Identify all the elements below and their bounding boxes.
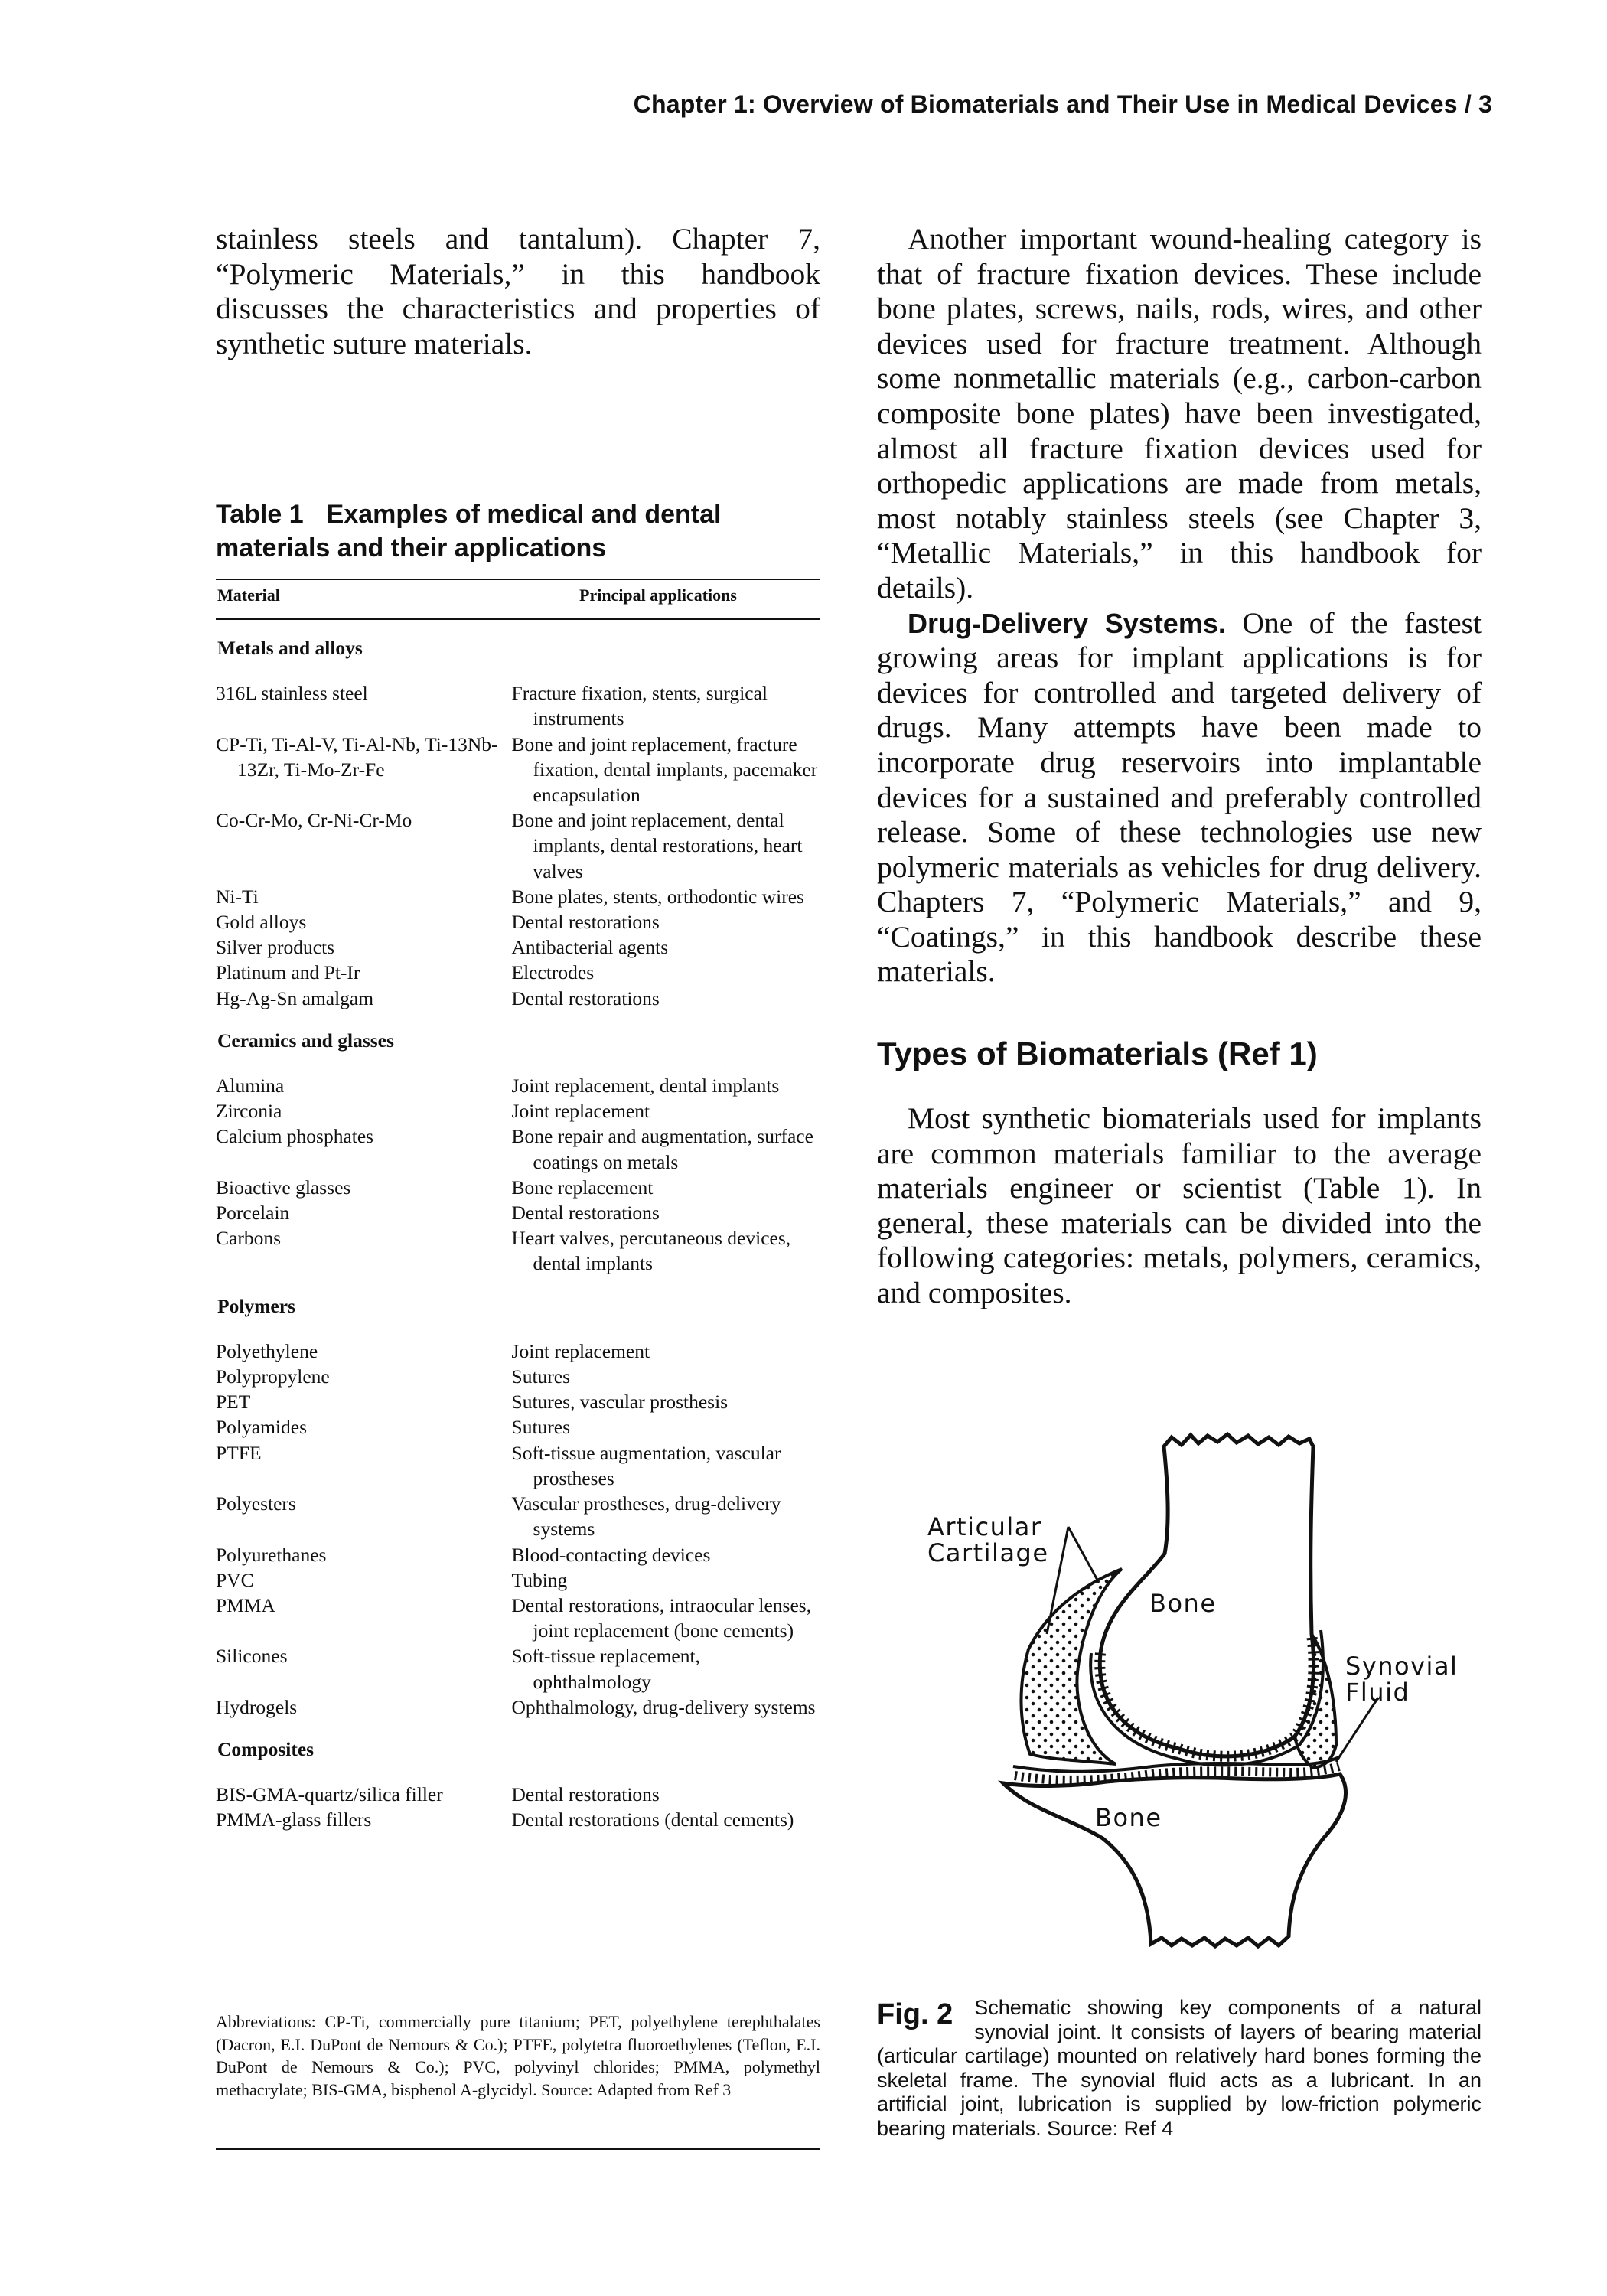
material-cell: PET: [216, 1391, 251, 1414]
material-cell: PVC: [216, 1568, 254, 1591]
applications-cell: Bone and joint replacement, fracture fixation, dental implants, pacemaker encapsulation: [511, 732, 818, 807]
left-column: [216, 222, 820, 361]
table-category-heading: Composites: [217, 1737, 315, 1760]
table-row: [216, 1694, 820, 1720]
figure-caption: [877, 1996, 1482, 2141]
table-row: [216, 909, 820, 934]
right-paragraph-1: Another important wound-healing category is that of fracture fixation devices. These include bone plates, screws, nails, rods, wires, and other devices used for fracture treatment. Although some nonmetallic materials (e.g., carbon-carbon composite bone plates) have been investigated, almost all fracture fixation devices used for orthopedic applications are made from metals, most notably stainless steels (see Chapter 3, “Metallic Materials,” in this handbook for details).: [877, 222, 1482, 605]
table-row: [216, 884, 820, 909]
material-cell: Polyurethanes: [216, 1543, 327, 1566]
applications-cell: Bone plates, stents, orthodontic wires: [511, 885, 804, 908]
table-notes: Abbreviations: CP-Ti, commercially pure titanium; PET, polyethylene terephthalates (Dacron, E.I. DuPont de Nemours & Co.); PTFE, polytetra fluoroethylenes (Teflon, E.I. DuPont de Nemours & Co.); PVC, polyvinyl chlorides; PMMA, polymethyl methacrylate; BIS-GMA, bisphenol A-glycidyl. Source: Adapted from Ref 3: [216, 2012, 820, 2099]
material-cell: PTFE: [216, 1441, 262, 1464]
bone-label-upper: Bone: [1149, 1589, 1217, 1618]
material-cell: Zirconia: [216, 1100, 282, 1123]
applications-cell: Dental restorations: [511, 911, 660, 934]
applications-cell: Sutures: [511, 1365, 571, 1388]
material-cell: Gold alloys: [216, 911, 307, 934]
table-row: [216, 1643, 820, 1694]
table-row: [216, 1593, 820, 1643]
applications-cell: Dental restorations: [511, 1783, 660, 1806]
material-cell: 316L stainless steel: [216, 682, 368, 705]
applications-cell: Blood-contacting devices: [511, 1543, 711, 1566]
material-cell: Alumina: [216, 1075, 285, 1097]
table-row: [216, 1364, 820, 1389]
applications-cell: Joint replacement: [511, 1100, 650, 1123]
table-header: [216, 585, 820, 608]
applications-cell: Bone repair and augmentation, surface coatings on metals: [511, 1125, 813, 1173]
table-row: [216, 1098, 820, 1124]
right-paragraph-2: [877, 606, 1482, 990]
table-row: [216, 960, 820, 985]
synovial-fluid-label: Synovial Fluid: [1345, 1652, 1459, 1707]
material-cell: Porcelain: [216, 1202, 290, 1225]
table-category-heading: Polymers: [217, 1294, 295, 1317]
applications-cell: Tubing: [511, 1568, 568, 1591]
applications-cell: Soft-tissue augmentation, vascular prostheses: [511, 1441, 781, 1489]
table-row: [216, 732, 820, 808]
applications-cell: Fracture fixation, stents, surgical instruments: [511, 682, 768, 730]
applications-cell: Dental restorations, intraocular lenses, joint replacement (bone cements): [511, 1593, 812, 1642]
material-cell: Ni-Ti: [216, 885, 259, 908]
table-body: [216, 635, 820, 1833]
applications-cell: Joint replacement, dental implants: [511, 1075, 780, 1097]
material-cell: Polypropylene: [216, 1365, 330, 1388]
header-applications: Principal applications: [579, 585, 737, 605]
table-row: [216, 1124, 820, 1174]
articular-cartilage-label: Articular Cartilage: [927, 1512, 1049, 1567]
table-row: [216, 807, 820, 884]
category-gap: [216, 1277, 820, 1293]
table-row: [216, 1542, 820, 1567]
category-gap: [216, 1720, 820, 1737]
material-cell: CP-Ti, Ti-Al-V, Ti-Al-Nb, Ti-13Nb-13Zr, Ti-Mo-Zr-Fe: [216, 732, 498, 781]
applications-cell: Electrodes: [511, 961, 595, 984]
material-cell: Hydrogels: [216, 1695, 298, 1718]
figure-number: Fig. 2: [877, 1998, 953, 2030]
left-paragraph-1: stainless steels and tantalum). Chapter 7, “Polymeric Materials,” in this handbook discusses the characteristics and properties of synthetic suture materials.: [216, 222, 820, 360]
applications-cell: Vascular prostheses, drug-delivery systems: [511, 1492, 781, 1541]
material-cell: PMMA-glass fillers: [216, 1808, 372, 1831]
table-top-rule: [216, 579, 820, 580]
material-cell: Polyethylene: [216, 1339, 318, 1362]
table-category-heading: Metals and alloys: [217, 637, 363, 659]
applications-cell: Sutures: [511, 1416, 571, 1439]
table-row: [216, 1339, 820, 1364]
applications-cell: Heart valves, percutaneous devices, dental implants: [511, 1227, 791, 1275]
table-row: [216, 1807, 820, 1832]
lower-bone: [1003, 1774, 1345, 1946]
applications-cell: Dental restorations: [511, 1202, 660, 1225]
material-cell: Bioactive glasses: [216, 1176, 351, 1199]
table-bottom-rule: [216, 2148, 820, 2150]
applications-cell: Soft-tissue replacement, ophthalmology: [511, 1645, 700, 1693]
material-cell: Hg-Ag-Sn amalgam: [216, 987, 374, 1009]
applications-cell: Bone and joint replacement, dental implants, dental restorations, heart valves: [511, 809, 803, 882]
table-row: [216, 1200, 820, 1225]
bone-label-lower: Bone: [1095, 1803, 1162, 1832]
category-gap: [216, 1011, 820, 1028]
material-cell: Silicones: [216, 1645, 288, 1668]
applications-cell: Antibacterial agents: [511, 936, 669, 959]
section-heading: Types of Biomaterials (Ref 1): [877, 1035, 1318, 1072]
applications-cell: Sutures, vascular prosthesis: [511, 1391, 729, 1414]
figure-caption-text: Schematic showing key components of a natural synovial joint. It consists of layers of bearing material (articular cartilage) mounted on relatively hard bones forming the skeletal frame. The synovial fluid acts as a lubricant. In an artificial joint, lubrication is supplied by low-friction polymeric bearing materials. Source: Ref 4: [877, 1996, 1482, 2140]
table-row: [216, 1491, 820, 1541]
material-cell: Carbons: [216, 1227, 281, 1250]
articular-leader-1: [1068, 1527, 1099, 1583]
material-cell: Co-Cr-Mo, Cr-Ni-Cr-Mo: [216, 809, 412, 832]
synovial-leader: [1336, 1698, 1378, 1762]
table-row: [216, 986, 820, 1011]
applications-cell: Dental restorations (dental cements): [511, 1808, 794, 1831]
header-material: Material: [217, 585, 280, 605]
applications-cell: Bone replacement: [511, 1176, 654, 1199]
table-row: [216, 1175, 820, 1200]
applications-cell: Ophthalmology, drug-delivery systems: [511, 1695, 816, 1718]
table-number: Table 1: [216, 500, 304, 529]
table-header-rule: [216, 618, 820, 620]
table-row: [216, 1225, 820, 1276]
material-cell: PMMA: [216, 1593, 275, 1616]
right-paragraph-3: Most synthetic biomaterials used for implants are common materials familiar to the average materials engineer or scientist (Table 1). In general, these materials can be divided into the following categories: metals, polymers, ceramics, and composites.: [877, 1101, 1482, 1310]
table-row: [216, 680, 820, 731]
table-row: [216, 1567, 820, 1593]
synovial-joint-figure: [877, 1401, 1482, 1959]
material-cell: BIS-GMA-quartz/silica filler: [216, 1783, 443, 1806]
table-row: [216, 1782, 820, 1807]
running-head: Chapter 1: Overview of Biomaterials and Their Use in Medical Devices / 3: [633, 90, 1492, 118]
table-row: [216, 1389, 820, 1414]
table-caption: Examples of medical and dental materials and their applications: [216, 500, 722, 563]
table-row: [216, 1414, 820, 1440]
material-cell: Polyamides: [216, 1416, 307, 1439]
applications-cell: Dental restorations: [511, 987, 660, 1009]
table-category-heading: Ceramics and glasses: [217, 1029, 394, 1052]
material-cell: Polyesters: [216, 1492, 296, 1515]
drug-delivery-heading: Drug-Delivery Systems.: [908, 607, 1226, 639]
material-cell: Platinum and Pt-Ir: [216, 961, 360, 984]
table-row: [216, 1440, 820, 1491]
applications-cell: Joint replacement: [511, 1339, 650, 1362]
material-cell: Silver products: [216, 936, 335, 959]
right-column: [877, 222, 1482, 1311]
drug-delivery-text: One of the fastest growing areas for implant applications is for devices for controlled and targeted delivery of drugs. Many attempts have been made to incorporate drug reservoirs into implantable devices for a sustained and preferably controlled release. Some of these technologies use new polymeric materials as vehicles for drug delivery. Chapters 7, “Polymeric Materials,” and 9, “Coatings,” in this handbook describe these materials.: [877, 605, 1482, 989]
table-title: [216, 497, 820, 565]
table-row: [216, 1073, 820, 1098]
material-cell: Calcium phosphates: [216, 1125, 374, 1148]
table-row: [216, 934, 820, 960]
